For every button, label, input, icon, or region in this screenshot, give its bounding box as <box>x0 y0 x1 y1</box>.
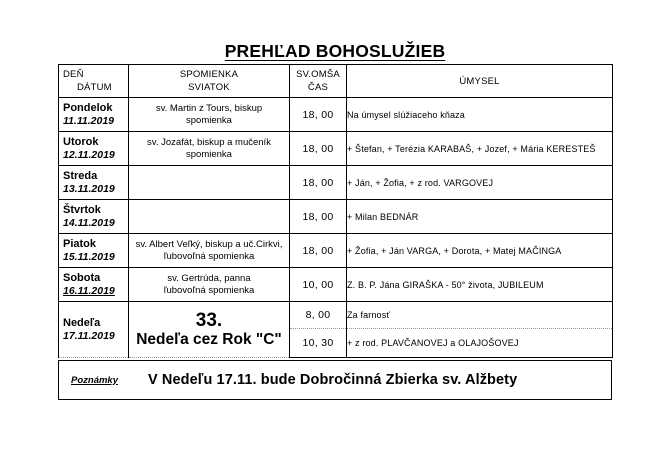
notes-box <box>58 360 612 400</box>
header-time-line2: ČAS <box>307 82 329 93</box>
day-name: Sobota <box>63 271 101 284</box>
cell-time: 10, 30 <box>290 329 347 358</box>
table-row-sunday-first <box>59 302 613 329</box>
day-name: Štvrtok <box>63 203 101 216</box>
cell-time: 18, 00 <box>290 234 347 268</box>
header-cell-day <box>59 65 129 98</box>
cell-day <box>59 200 129 234</box>
table-header-row <box>59 65 613 98</box>
notes-text: V Nedeľu 17.11. bude Dobročinná Zbierka sv. Alžbety <box>148 372 518 388</box>
sunday-number: 33. <box>195 309 223 331</box>
cell-intention: + z rod. PLAVČANOVEJ a OLAJOŠOVEJ <box>347 329 613 358</box>
cell-memorial <box>129 166 290 200</box>
day-name: Streda <box>63 169 98 182</box>
table-row <box>59 132 613 166</box>
cell-day-sunday <box>59 302 129 358</box>
cell-day <box>59 132 129 166</box>
header-memorial-line1: SPOMIENKA <box>179 69 239 80</box>
cell-intention: + Milan BEDNÁR <box>347 200 613 234</box>
cell-day <box>59 234 129 268</box>
cell-memorial <box>129 234 290 268</box>
header-day-line2: DÁTUM <box>77 82 112 93</box>
cell-memorial <box>129 132 290 166</box>
cell-intention: + Štefan, + Terézia KARABAŠ, + Jozef, + Mária KERESTEŠ <box>347 132 613 166</box>
cell-intention: Na úmysel slúžiaceho kňaza <box>347 98 613 132</box>
header-cell-memorial <box>129 65 290 98</box>
cell-intention: + Ján, + Žofia, + z rod. VARGOVEJ <box>347 166 613 200</box>
memorial-line1: sv. Martin z Tours, biskup <box>155 102 263 114</box>
cell-memorial <box>129 268 290 302</box>
memorial-line1: sv. Albert Veľký, biskup a uč.Cirkvi, <box>135 238 283 250</box>
day-date: 14.11.2019 <box>63 216 115 229</box>
day-date: 16.11.2019 <box>63 284 115 297</box>
header-cell-time <box>290 65 347 98</box>
day-date: 15.11.2019 <box>63 250 115 263</box>
cell-day <box>59 268 129 302</box>
notes-label: Poznámky <box>71 374 118 386</box>
cell-sunday-title <box>129 302 290 358</box>
memorial-line2: ľubovoľná spomienka <box>163 250 255 262</box>
cell-memorial <box>129 98 290 132</box>
cell-time: 18, 00 <box>290 132 347 166</box>
header-cell-intention <box>347 65 613 98</box>
memorial-line2: spomienka <box>186 148 232 160</box>
memorial-line2: spomienka <box>186 114 232 126</box>
mass-schedule-table <box>58 64 613 358</box>
day-name: Nedeľa <box>63 316 101 329</box>
sunday-name: Nedeľa cez Rok "C" <box>136 330 282 348</box>
cell-time: 18, 00 <box>290 166 347 200</box>
page-title: PREHĽAD BOHOSLUŽIEB <box>224 41 446 61</box>
cell-intention: Z. B. P. Jána GIRAŠKA - 50° života, JUBILEUM <box>347 268 613 302</box>
cell-time: 18, 00 <box>290 200 347 234</box>
memorial-line1: sv. Jozafát, biskup a mučeník <box>147 136 271 148</box>
header-day-line1: DEŇ <box>63 69 84 80</box>
cell-time: 8, 00 <box>290 302 347 329</box>
day-name: Utorok <box>63 135 99 148</box>
cell-day <box>59 166 129 200</box>
cell-memorial <box>129 200 290 234</box>
cell-intention: Za farnosť <box>347 302 613 329</box>
day-date: 17.11.2019 <box>63 329 115 342</box>
table-row <box>59 268 613 302</box>
cell-intention: + Žofia, + Ján VARGA, + Dorota, + Matej MAČINGA <box>347 234 613 268</box>
table-row <box>59 200 613 234</box>
header-intention: ÚMYSEL <box>459 75 500 87</box>
memorial-line1: sv. Gertrúda, panna <box>167 272 251 284</box>
day-date: 11.11.2019 <box>63 114 114 127</box>
table-row <box>59 98 613 132</box>
table-row <box>59 234 613 268</box>
header-time-line1: SV.OMŠA <box>296 69 340 80</box>
cell-time: 10, 00 <box>290 268 347 302</box>
memorial-line2: ľubovoľná spomienka <box>163 284 255 296</box>
day-name: Piatok <box>63 237 97 250</box>
cell-day <box>59 98 129 132</box>
header-memorial-line2: SVIATOK <box>188 82 230 93</box>
day-date: 12.11.2019 <box>63 148 115 161</box>
cell-time: 18, 00 <box>290 98 347 132</box>
day-name: Pondelok <box>63 101 113 114</box>
day-date: 13.11.2019 <box>63 182 115 195</box>
table-row <box>59 166 613 200</box>
